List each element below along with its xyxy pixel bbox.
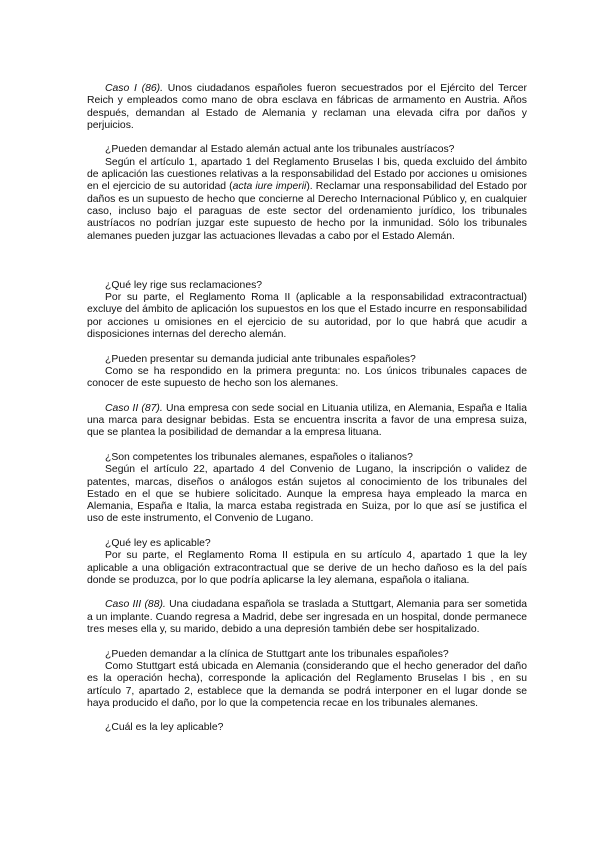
case-1-question-1: ¿Pueden demandar al Estado alemán actual ante los tribunales austríacos?: [105, 144, 455, 156]
case-2-answer-2: Por su parte, el Reglamento Roma II estipula en su artículo 4, apartado 1 que la ley aplicable a una obligación extracontractual que se derive de un hecho dañoso es la del país donde se produzca, por lo que podría aplicarse la ley alemana, española o italiana.: [87, 550, 527, 586]
spacer: [87, 440, 527, 452]
spacer: [87, 243, 527, 268]
case-1-intro: Caso I (86). Unos ciudadanos españoles fueron secuestrados por el Ejército del Tercer Reich y empleados como mano de obra esclava en fábricas de armamento en Austria. Años después, demandan al Estado de Alemania y reclaman una elevada cifra por daños y perjuicios.: [87, 83, 527, 131]
case-2-question-2: ¿Qué ley es aplicable?: [105, 537, 211, 549]
case-2-label: Caso II (87).: [105, 402, 163, 414]
case-1-question-3: ¿Pueden presentar su demanda judicial ante tribunales españoles?: [105, 353, 416, 365]
case-3-question-1: ¿Pueden demandar a la clínica de Stuttgart ante los tribunales españoles?: [105, 648, 449, 660]
spacer: [87, 341, 527, 353]
case-2-intro: Caso II (87). Una empresa con sede social en Lituania utiliza, en Alemania, España e Italia una marca para designar bebidas. Esta se encuentra inscrita a favor de una empresa suiza, que se plantea la posibilidad de demandar a la empresa lituana.: [87, 402, 528, 439]
case-3-intro: Caso III (88). Una ciudadana española se traslada a Stuttgart, Alemania para ser sometida a un implante. Cuando regresa a Madrid, debe ser ingresada en un hospital, donde permanece tres meses ella y, su marido, debido a una depresión también debe ser hospitalizado.: [87, 599, 527, 636]
case-2-answer-1: Según el artículo 22, apartado 4 del Convenio de Lugano, la inscripción o validez de patentes, marcas, diseños o análogos están sujetos al conocimiento de los tribunales del Estado en el que se hubiere solicitado. Aunque la empresa haya empleado la marca en Alemania, España e Italia, la marca estaba registrada en Suiza, por lo que así se justifica el uso de este instrumento, el Convenio de Lugano.: [87, 464, 527, 525]
case-3-question-2: ¿Cuál es la ley aplicable?: [105, 722, 224, 734]
case-1-answer-2: Por su parte, el Reglamento Roma II (aplicable a la responsabilidad extracontractual) excluye del ámbito de aplicación los supuestos en los que el Estado incurre en responsabilidad por acciones u omisiones en el ejercicio de su autoridad, por lo que habrá que acudir a disposiciones internas del derecho alemán.: [87, 292, 527, 340]
case-1-question-2: ¿Qué ley rige sus reclamaciones?: [105, 279, 263, 291]
case-3-answer-1: Como Stuttgart está ubicada en Alemania (considerando que el hecho generador del daño es la operación hecha), corresponde la aplicación del Reglamento Bruselas I bis , en su artículo 7, apartado 2, establece que la demanda se podrá interponer en el lugar donde se haya producido el daño, por lo que la competencia recae en los tribunales alemanes.: [87, 660, 527, 709]
case-1-label: Caso I (86).: [105, 83, 164, 94]
spacer: [87, 636, 527, 648]
spacer: [87, 526, 527, 538]
document-page: [87, 83, 527, 735]
case-1-answer-1: Según el artículo 1, apartado 1 del Reglamento Bruselas I bis, queda excluido del ámbito de aplicación las cuestiones relativas a la responsabilidad del Estado por acciones u omisiones en el ejercicio de su autoridad (acta iure imperii). Reclamar una responsabilidad del Estado por daños es un supuesto de hecho que concierne al Derecho Internacional Público y, en cualquier caso, incluso bajo el paraguas de este sector del ordenamiento jurídico, los tribunales austríacos no podrían juzgar este supuesto de hecho por la inmunidad. Sólo los tribunales alemanes pueden juzgar las actuaciones llevadas a cabo por el Estado Alemán.: [87, 156, 527, 242]
spacer: [87, 132, 527, 144]
case-2-question-1: ¿Son competentes los tribunales alemanes, españoles o italianos?: [105, 451, 413, 463]
case-1-answer-3: Como se ha respondido en la primera pregunta: no. Los únicos tribunales capaces de conocer de este supuesto de hecho son los alemanes.: [87, 365, 527, 390]
spacer: [87, 390, 527, 402]
case-3-label: Caso III (88).: [105, 599, 166, 611]
spacer: [87, 587, 527, 599]
spacer: [87, 267, 527, 279]
spacer: [87, 710, 527, 722]
latin-term: acta iure imperii: [232, 181, 307, 193]
